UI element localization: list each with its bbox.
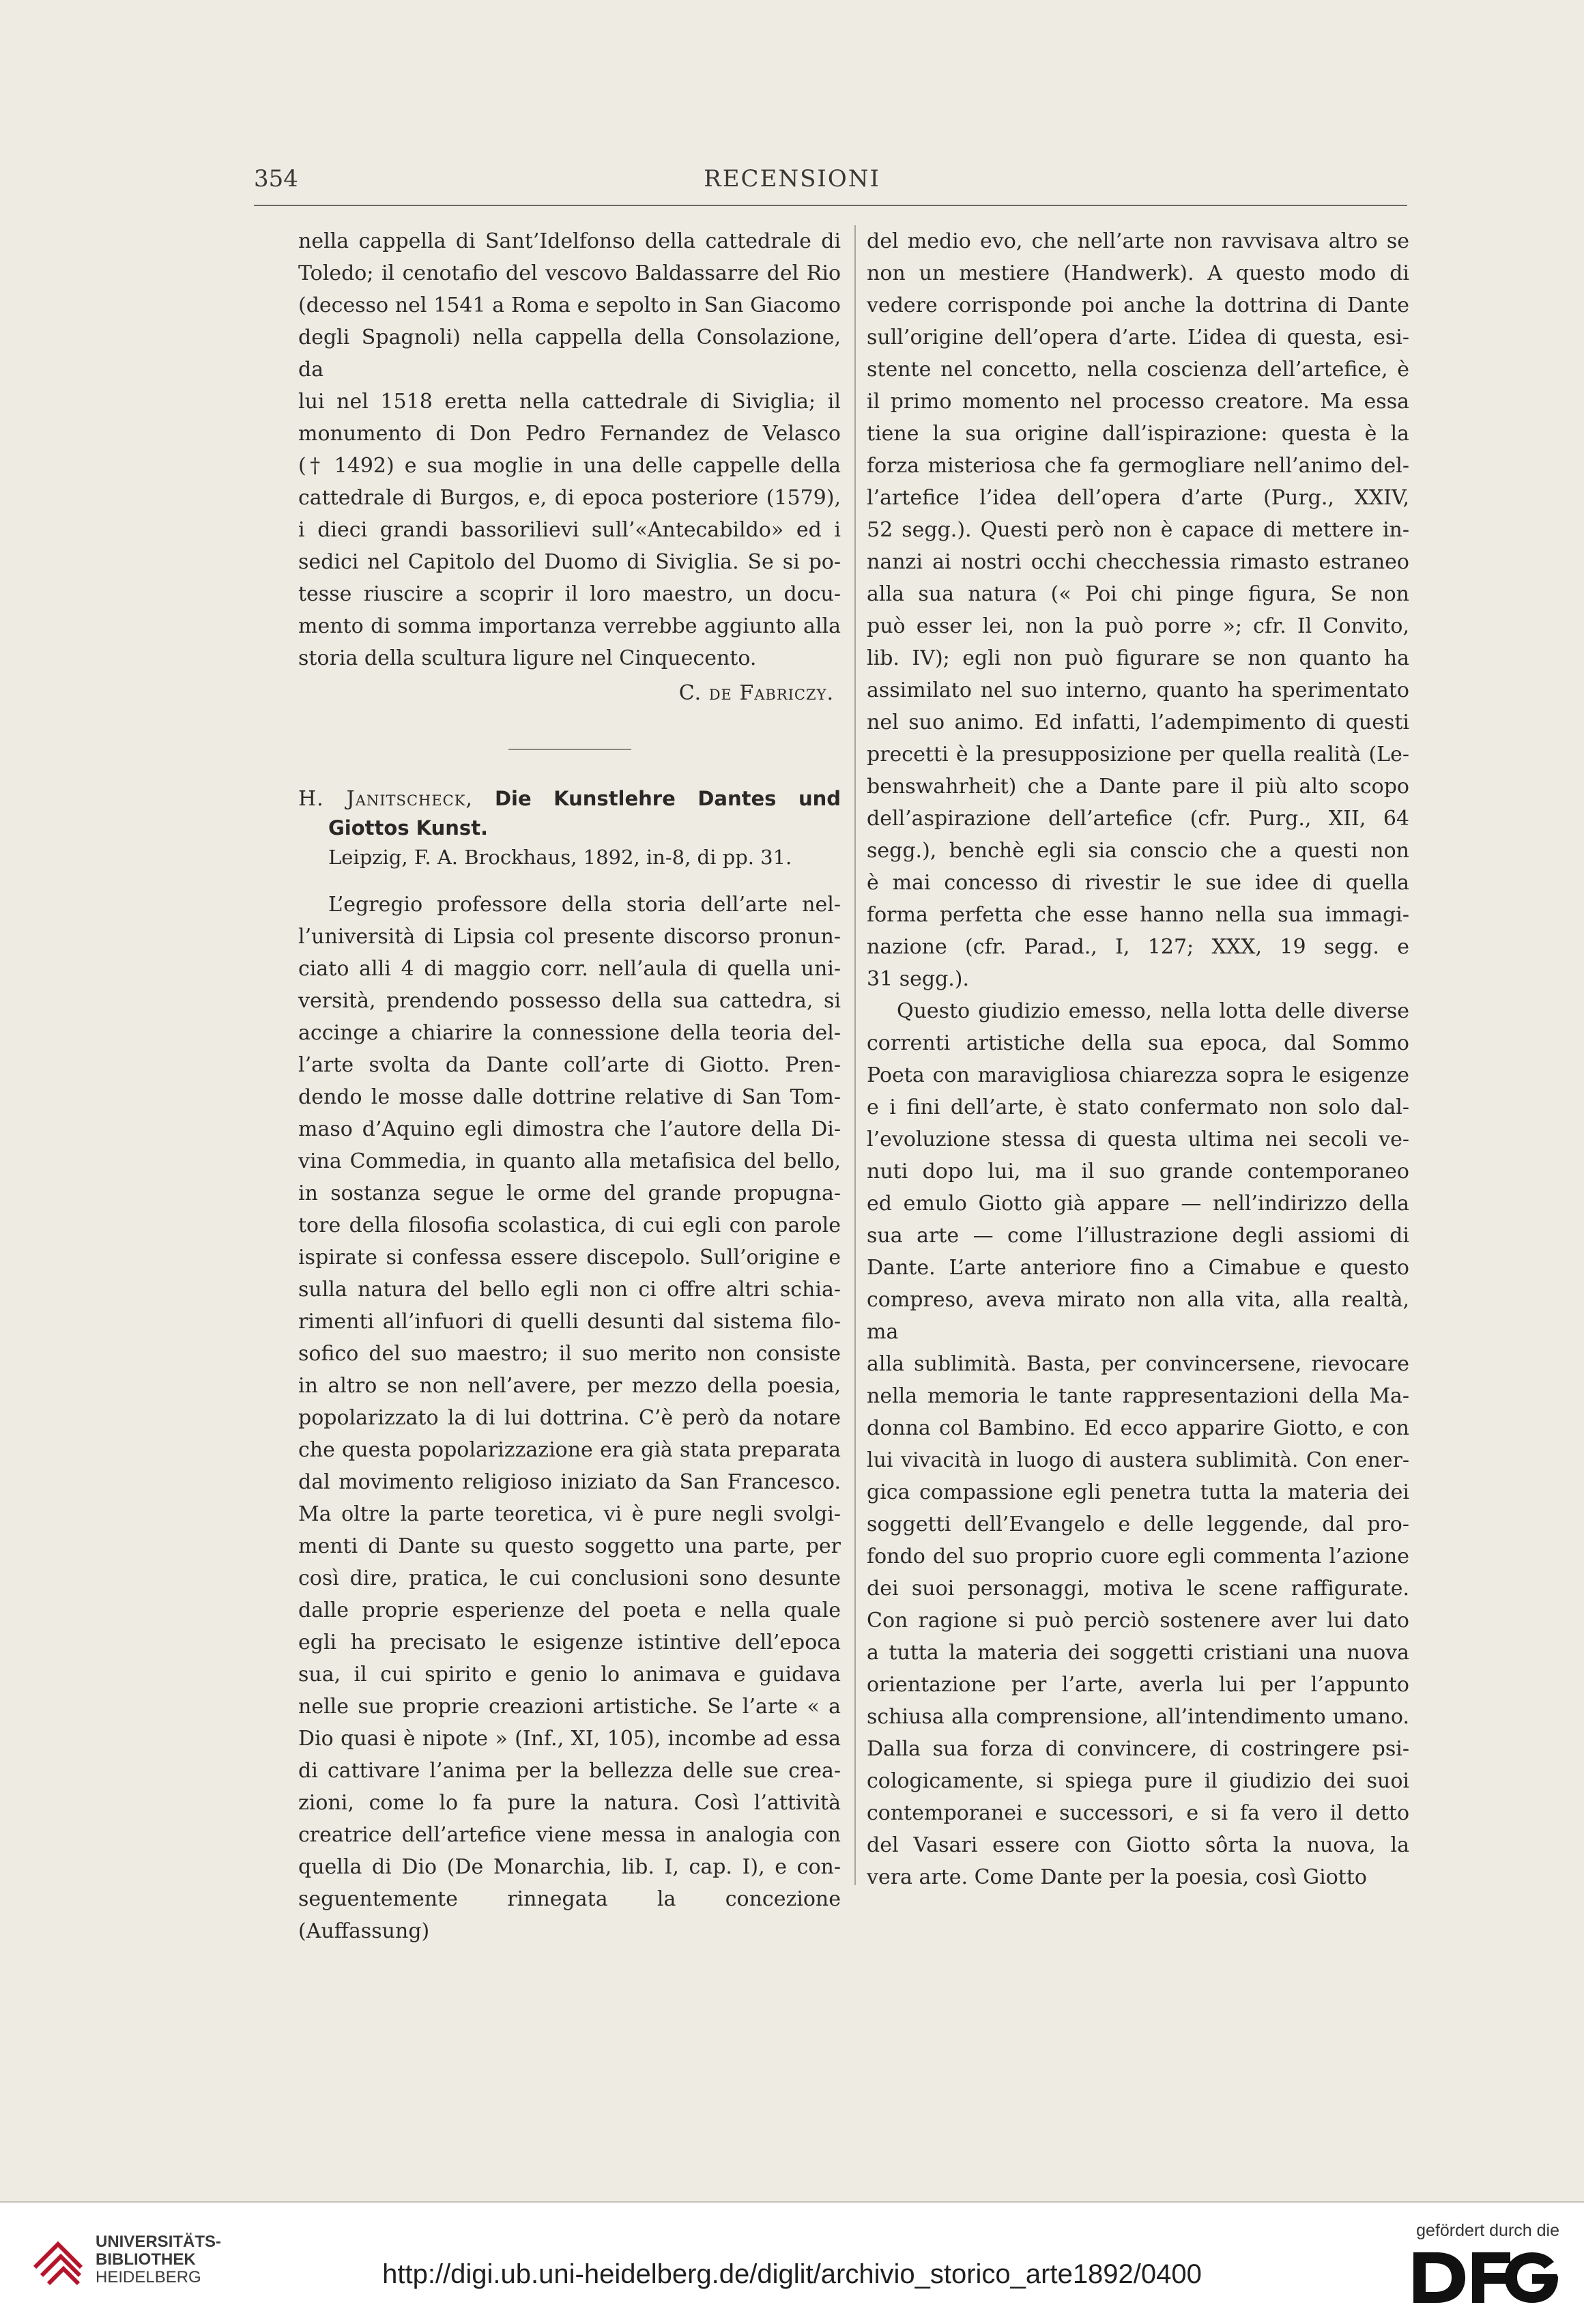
review-body-paragraph — [298, 889, 841, 1947]
text-line: a tutta la materia dei soggetti cristiani una nuova — [867, 1641, 1409, 1665]
text-line: nella cappella di Sant’Idelfonso della cattedrale di — [298, 229, 841, 253]
text-line: correnti artistiche della sua epoca, dal Sommo — [867, 1031, 1409, 1055]
page-number: 354 — [254, 165, 298, 192]
text-line: che questa popolarizzazione era già stata preparata — [298, 1438, 841, 1462]
text-line: ciato alli 4 di maggio corr. nell’aula di quella uni- — [298, 957, 841, 981]
library-name-line: HEIDELBERG — [96, 2268, 201, 2286]
text-line: nelle sue proprie creazioni artistiche. Se l’arte « a — [298, 1695, 841, 1719]
text-line: del medio evo, che nell’arte non ravvisava altro se — [867, 229, 1409, 253]
text-line: il primo momento nel processo creatore. Ma essa — [867, 390, 1409, 414]
right-column — [867, 225, 1409, 1893]
review-publication: Leipzig, F. A. Brockhaus, 1892, in-8, di pp. 31. — [328, 846, 792, 869]
text-line: così dire, pratica, le cui conclusioni sono desunte — [298, 1566, 841, 1590]
text-line: forma perfetta che esse hanno nella sua immagi- — [867, 903, 1409, 927]
text-line: Dalla sua forza di convincere, di costringere psi- — [867, 1737, 1409, 1761]
text-line: versità, prendendo possesso della sua cattedra, si — [298, 989, 841, 1013]
text-line: ed emulo Giotto già appare — nell’indirizzo della — [867, 1192, 1409, 1216]
intro-paragraph — [298, 225, 841, 674]
text-line: egli ha precisato le esigenze istintive dell’epoca — [298, 1631, 841, 1654]
text-line: stente nel concetto, nella coscienza dell’artefice, è — [867, 358, 1409, 382]
text-line: lib. IV); egli non può figurare se non quanto ha — [867, 646, 1409, 670]
text-line: alla sublimità. Basta, per convincersene, rievocare — [867, 1352, 1409, 1376]
text-line: gica compassione egli penetra tutta la materia dei — [867, 1480, 1409, 1504]
running-head: RECENSIONI — [704, 165, 880, 192]
text-line: ispirate si confessa essere discepolo. Sull’origine e — [298, 1246, 841, 1269]
text-line: del Vasari essere con Giotto sôrta la nuova, la — [867, 1833, 1409, 1857]
text-line: precetti è la presupposizione per quella realità (Le- — [867, 743, 1409, 766]
text-line: sofico del suo maestro; il suo merito non consiste — [298, 1342, 841, 1366]
text-line: accinge a chiarire la connessione della teoria del- — [298, 1021, 841, 1045]
dfg-logo — [1411, 2247, 1559, 2308]
text-line: dell’aspirazione dell’artefice (cfr. Purg., XII, 64 — [867, 807, 1409, 831]
text-line: quella di Dio (De Monarchia, lib. I, cap. I), e con- — [298, 1855, 841, 1879]
text-line: († 1492) e sua moglie in una delle cappelle della — [298, 454, 841, 478]
text-line: alla sua natura (« Poi chi pinge figura, Se non — [867, 582, 1409, 606]
text-line: Poeta con maravigliosa chiarezza sopra le esigenze — [867, 1063, 1409, 1087]
text-line: mento di somma importanza verrebbe aggiunto alla — [298, 614, 841, 638]
text-line: contemporanei e successori, e si fa vero il detto — [867, 1801, 1409, 1825]
text-line: i dieci grandi bassorilievi sull’«Antecabildo» ed i — [298, 518, 841, 542]
text-line: fondo del suo proprio cuore egli commenta l’azione — [867, 1545, 1409, 1568]
text-line: non un mestiere (Handwerk). A questo modo di — [867, 261, 1409, 285]
text-line: e i fini dell’arte, è stato confermato non solo dal- — [867, 1095, 1409, 1119]
text-line: vedere corrisponde poi anche la dottrina di Dante — [867, 293, 1409, 317]
text-line: compreso, aveva mirato non alla vita, alla realtà, ma — [867, 1288, 1409, 1344]
text-line: menti di Dante su questo soggetto una parte, per — [298, 1534, 841, 1558]
text-line: 31 segg.). — [867, 967, 970, 991]
text-line: Dante. L’arte anteriore fino a Cimabue e questo — [867, 1256, 1409, 1280]
review-author: H. Janitscheck, — [298, 787, 473, 811]
text-line: popolarizzato la di lui dottrina. C’è però da notare — [298, 1406, 841, 1430]
text-line: in sostanza segue le orme del grande propugna- — [298, 1181, 841, 1205]
separator-rule — [508, 749, 631, 750]
text-line: vera arte. Come Dante per la poesia, così Giotto — [867, 1865, 1367, 1889]
text-line: zioni, come lo fa pure la natura. Così l’attività — [298, 1791, 841, 1815]
right-paragraph-1 — [867, 225, 1409, 995]
review-title: Die Kunstlehre Dantes und Giottos Kunst. — [328, 787, 841, 840]
text-line: Questo giudizio emesso, nella lotta delle diverse — [897, 999, 1409, 1023]
column-divider — [854, 225, 856, 1885]
text-line: segg.), benchè egli sia conscio che a questi non — [867, 839, 1409, 863]
text-line: monumento di Don Pedro Fernandez de Velasco — [298, 422, 841, 446]
text-line: l’università di Lipsia col presente discorso pronun- — [298, 925, 841, 949]
text-line: assimilato nel suo interno, quanto ha sperimentato — [867, 678, 1409, 702]
text-line: Con ragione si può perciò sostenere aver lui dato — [867, 1609, 1409, 1633]
review-heading — [298, 784, 841, 872]
header-rule — [254, 205, 1407, 206]
text-line: storia della scultura ligure nel Cinquecento. — [298, 646, 757, 670]
signature: C. de Fabriczy. — [678, 681, 834, 705]
text-line: sua arte — come l’illustrazione degli assiomi di — [867, 1224, 1409, 1248]
text-line: è mai concesso di rivestir le sue idee di quella — [867, 871, 1409, 895]
footer-rule — [0, 2201, 1584, 2203]
text-line: Ma oltre la parte teoretica, vi è pure negli svolgi- — [298, 1502, 841, 1526]
text-line: sedici nel Capitolo del Duomo di Siviglia. Se si po- — [298, 550, 841, 574]
text-line: nel suo animo. Ed infatti, l’adempimento di questi — [867, 711, 1409, 734]
text-line: L’egregio professore della storia dell’arte nel- — [328, 893, 841, 917]
library-name-line: UNIVERSITÄTS- — [96, 2233, 222, 2251]
text-line: (decesso nel 1541 a Roma e sepolto in San Giacomo — [298, 293, 841, 317]
text-line: dalle proprie esperienze del poeta e nella quale — [298, 1598, 841, 1622]
text-line: nuti dopo lui, ma il suo grande contemporaneo — [867, 1160, 1409, 1183]
text-line: schiusa alla comprensione, all’intendimento umano. — [867, 1705, 1409, 1729]
text-line: cologicamente, si spiega pure il giudizio dei suoi — [867, 1769, 1409, 1793]
text-line: cattedrale di Burgos, e, di epoca posteriore (1579), — [298, 486, 841, 510]
text-line: degli Spagnoli) nella cappella della Consolazione, da — [298, 326, 841, 382]
text-line: di cattivare l’anima per la bellezza delle sue crea- — [298, 1759, 841, 1783]
text-line: orientazione per l’arte, averla lui per l’appunto — [867, 1673, 1409, 1697]
text-line: nazione (cfr. Parad., I, 127; XXX, 19 segg. e — [867, 935, 1409, 959]
text-line: tesse riuscire a scoprir il loro maestro, un docu- — [298, 582, 841, 606]
text-line: nella memoria le tante rappresentazioni della Ma- — [867, 1384, 1409, 1408]
text-line: forza misteriosa che fa germogliare nell’animo del- — [867, 454, 1409, 478]
text-line: dendo le mosse dalle dottrine relative di San Tom- — [298, 1085, 841, 1109]
text-line: l’evoluzione stessa di questa ultima nei secoli ve- — [867, 1128, 1409, 1151]
funded-by-text: gefördert durch die — [1416, 2221, 1559, 2240]
text-line: 52 segg.). Questi però non è capace di mettere in- — [867, 518, 1409, 542]
right-paragraph-2 — [867, 995, 1409, 1893]
text-line: Toledo; il cenotafio del vescovo Baldassarre del Rio — [298, 261, 841, 285]
text-line: sua, il cui spirito e genio lo animava e guidava — [298, 1663, 841, 1687]
footer — [0, 2203, 1584, 2324]
text-line: può esser lei, non la può porre »; cfr. Il Convito, — [867, 614, 1409, 638]
text-line: l’artefice l’idea dell’opera d’arte (Purg., XXIV, — [867, 486, 1409, 510]
text-line: sulla natura del bello egli non ci offre altri schia- — [298, 1278, 841, 1302]
left-column — [298, 225, 841, 1947]
text-line: maso d’Aquino egli dimostra che l’autore della Di- — [298, 1117, 841, 1141]
text-line: tiene la sua origine dall’ispirazione: questa è la — [867, 422, 1409, 446]
text-line: tore della filosofia scolastica, di cui egli con parole — [298, 1214, 841, 1237]
text-line: benswahrheit) che a Dante pare il più alto scopo — [867, 775, 1409, 799]
text-line: lui vivacità in luogo di austera sublimità. Con ener- — [867, 1448, 1409, 1472]
text-line: nanzi ai nostri occhi checchessia rimasto estraneo — [867, 550, 1409, 574]
library-name-line: BIBLIOTHEK — [96, 2250, 196, 2269]
text-line: rimenti all’infuori di quelli desunti dal sistema filo- — [298, 1310, 841, 1334]
text-line: l’arte svolta da Dante coll’arte di Giotto. Pren- — [298, 1053, 841, 1077]
text-line: Dio quasi è nipote » (Inf., XI, 105), incombe ad essa — [298, 1727, 841, 1751]
text-line: creatrice dell’artefice viene messa in analogia con — [298, 1823, 841, 1847]
text-line: in altro se non nell’avere, per mezzo della poesia, — [298, 1374, 841, 1398]
source-url[interactable]: http://digi.ub.uni-heidelberg.de/diglit/archivio_storico_arte1892/0400 — [382, 2259, 1202, 2289]
text-line: soggetti dell’Evangelo e delle leggende, dal pro- — [867, 1512, 1409, 1536]
text-line: dal movimento religioso iniziato da San Francesco. — [298, 1470, 841, 1494]
text-line: sull’origine dell’opera d’arte. L’idea di questa, esi- — [867, 326, 1409, 349]
text-line: vina Commedia, in quanto alla metafisica del bello, — [298, 1149, 841, 1173]
text-line: dei suoi personaggi, motiva le scene raffigurate. — [867, 1577, 1409, 1601]
text-line: donna col Bambino. Ed ecco apparire Giotto, e con — [867, 1416, 1409, 1440]
text-line: lui nel 1518 eretta nella cattedrale di Siviglia; il — [298, 390, 841, 414]
text-line: seguentemente rinnegata la concezione (Auffassung) — [298, 1887, 841, 1943]
